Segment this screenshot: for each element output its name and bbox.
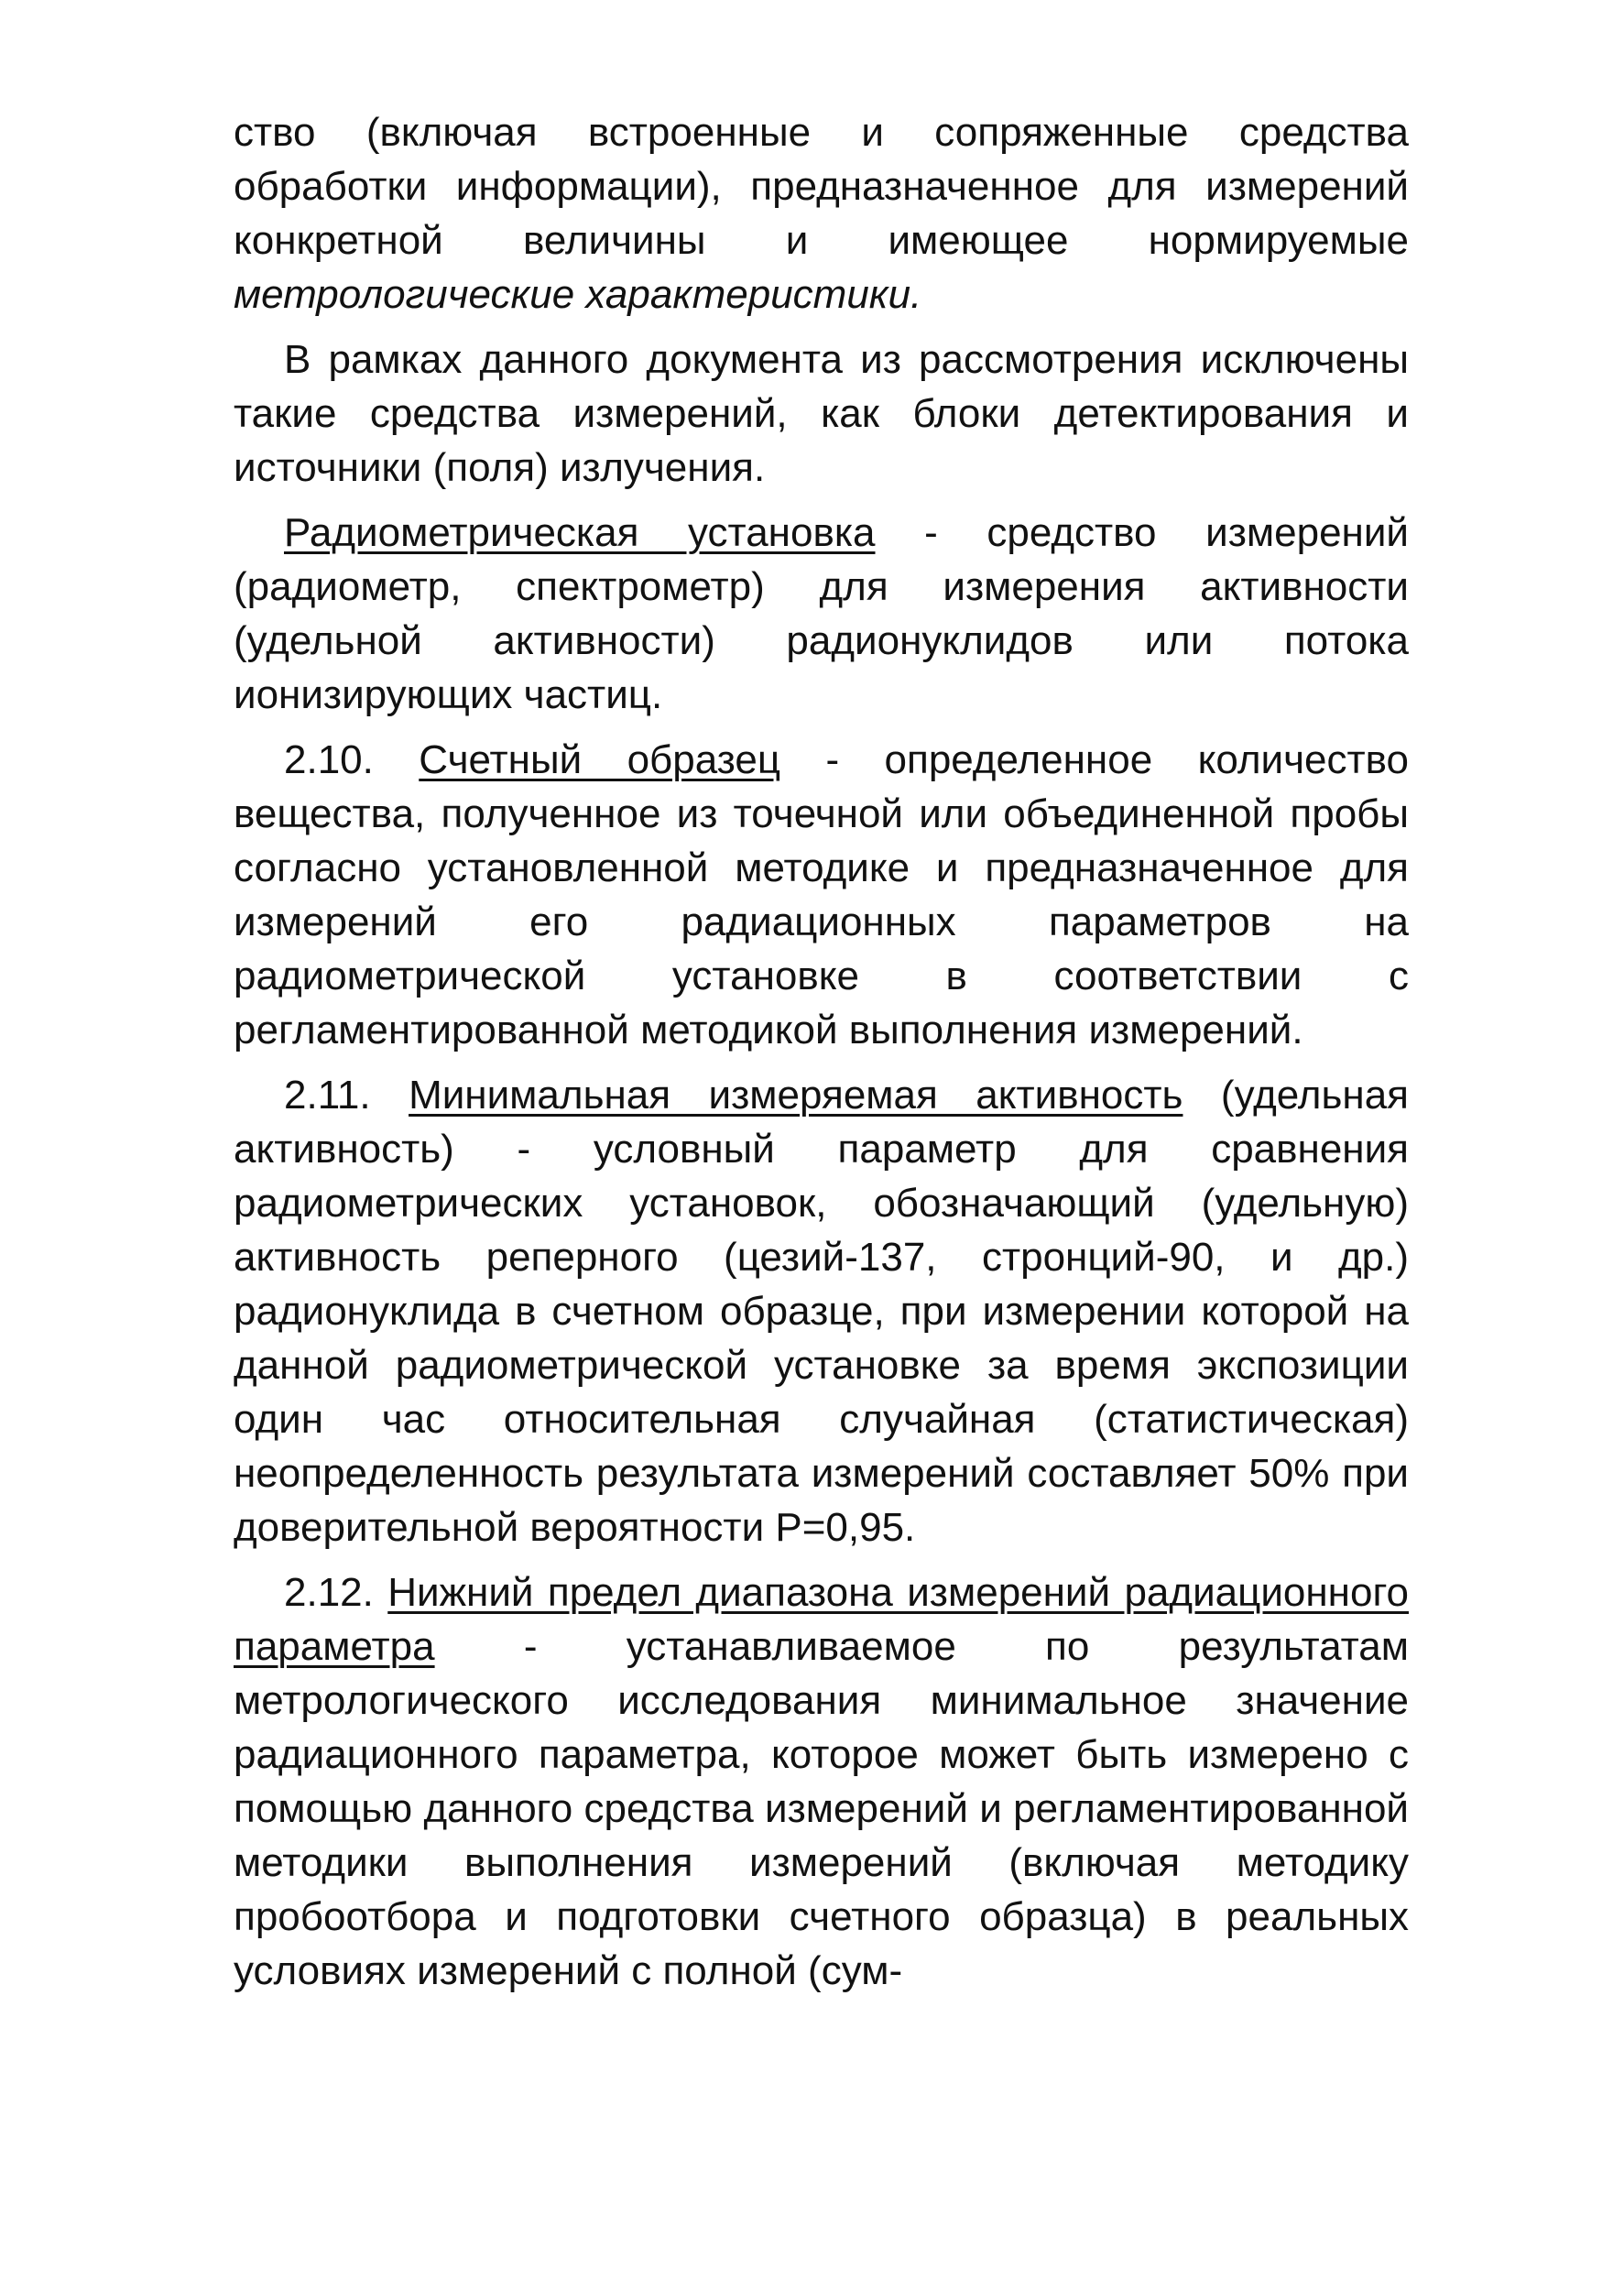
definition-text: - средство измерений (радиометр, спектрометр) для измерения активности (удельной активности) радионуклидов или потока ионизирующих частиц. bbox=[234, 510, 1409, 717]
paragraph-continuation bbox=[234, 105, 1409, 322]
definition-text: - устанавливаемое по результатам метрологического исследования минимальное значение радиационного параметра, которое может быть измерено с помощью данного средства измерений и регламентированной методики выполнения измерений (включая методику пробоотбора и подготовки счетного образца) в реальных условиях измерений с полной (сум- bbox=[234, 1624, 1409, 1993]
defined-term: Радиометрическая установка bbox=[284, 510, 876, 555]
paragraph-text: ство (включая встроенные и сопряженные средства обработки информации), предназначенное для измерений конкретной величины и имеющее нормируемые bbox=[234, 110, 1409, 263]
defined-term: Минимальная измеряемая активность bbox=[409, 1073, 1183, 1118]
clause-number: 2.10. bbox=[284, 737, 420, 782]
paragraph-definition-radiometric-unit bbox=[234, 506, 1409, 722]
paragraph-scope-note bbox=[234, 333, 1409, 495]
paragraph-definition-2-12 bbox=[234, 1565, 1409, 1998]
paragraph-definition-2-10 bbox=[234, 733, 1409, 1057]
paragraph-italic-term: метрологические характеристики. bbox=[234, 272, 922, 317]
clause-number: 2.12. bbox=[284, 1570, 388, 1615]
paragraph-definition-2-11 bbox=[234, 1068, 1409, 1554]
paragraph-text: В рамках данного документа из рассмотрения исключены такие средства измерений, как блоки детектирования и источники (поля) излучения. bbox=[234, 337, 1409, 490]
definition-text: - определенное количество вещества, полученное из точечной или объединенной пробы согласно установленной методике и предназначенное для измерений его радиационных параметров на радиометрической установке в соответствии с регламентированной методикой выполнения измерений. bbox=[234, 737, 1409, 1052]
defined-term: Счетный образец bbox=[419, 737, 781, 782]
clause-number: 2.11. bbox=[284, 1073, 409, 1118]
definition-text: (удельная активность) - условный параметр для сравнения радиометрических установок, обозначающий (удельную) активность реперного (цезий-137, стронций-90, и др.) радионуклида в счетном образце, при измерении которой на данной радиометрической установке за время экспозиции один час относительная случайная (статистическая) неопределенность результата измерений составляет 50% при доверительной вероятности Р=0,95. bbox=[234, 1073, 1409, 1550]
defined-term: Нижний предел диапазона измерений радиационного параметра bbox=[234, 1570, 1409, 1669]
